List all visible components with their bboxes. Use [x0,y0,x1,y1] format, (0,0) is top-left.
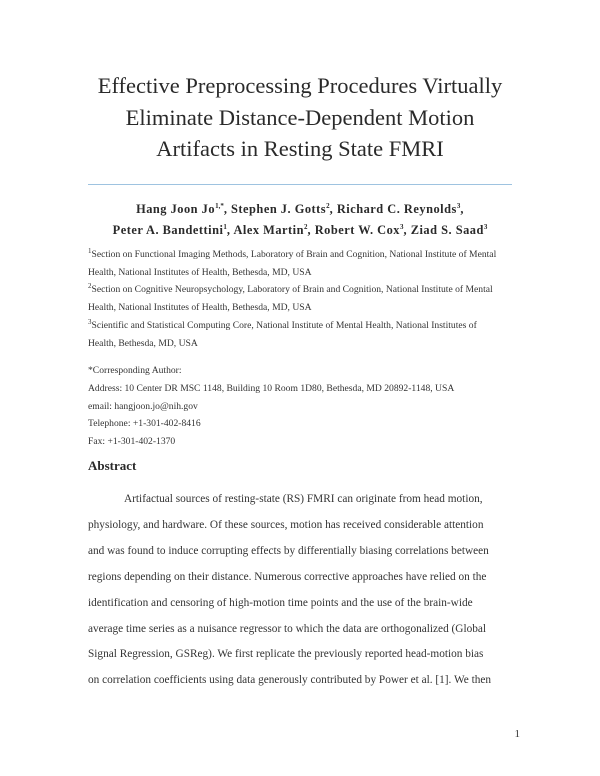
author-separator: , [307,223,315,237]
title-line-1: Effective Preprocessing Procedures Virtually [97,73,503,98]
author-line-2 [60,220,540,241]
author-line-1 [60,199,540,220]
author-name: Ziad S. Saad [410,223,484,237]
abstract-line: regions depending on their distance. Numerous corrective approaches have relied on the [88,570,487,583]
paper-title [60,70,540,165]
page-number: 1 [514,728,520,740]
contact-fax: Fax: +1-301-402-1370 [88,436,176,448]
corresponding-author-block [88,362,528,451]
affiliation-text: Section on Functional Imaging Methods, Laboratory of Brain and Cognition, National Institute of Mental [91,249,497,260]
abstract-line: Artifactual sources of resting-state (RS) FMRI can originate from head motion, [124,493,483,505]
corresponding-author-label: *Corresponding Author: [88,365,182,376]
affiliation-3 [88,317,528,352]
abstract-line: physiology, and hardware. Of these sources, motion has received considerable attention [88,518,484,531]
author-name: Hang Joon Jo [136,202,216,216]
affiliation-2 [88,281,528,316]
affiliation-list [88,246,528,352]
title-divider [88,184,512,185]
affiliation-mark: 3 [88,317,92,326]
affiliation-line: Health, Bethesda, MD, USA [88,337,198,349]
title-line-2: Eliminate Distance-Dependent Motion [125,104,475,130]
affiliation-mark: 1 [88,246,92,255]
author-name: Alex Martin [233,223,304,237]
author-affiliation-mark: 1 [223,222,227,231]
abstract-line: Signal Regression, GSReg). We first replicate the previously reported head-motion bias [88,648,484,661]
affiliation-mark: 2 [88,282,92,291]
abstract-body [88,487,528,694]
author-separator: , [226,223,234,237]
abstract-heading: Abstract [88,458,137,473]
author-affiliation-mark: 2 [303,222,308,231]
author-separator: , [329,202,337,216]
affiliation-line: Health, National Institutes of Health, Bethesda, MD, USA [88,302,312,314]
affiliation-1 [88,246,528,281]
affiliation-line [88,317,528,335]
author-affiliation-mark: 1,* [215,201,224,210]
contact-telephone: Telephone: +1-301-402-8416 [88,418,201,430]
author-affiliation-mark: 3 [483,222,488,231]
affiliation-line: Health, National Institutes of Health, Bethesda, MD, USA [88,266,312,278]
author-separator: , [403,223,411,237]
abstract-line: on correlation coefficients using data generously contributed by Power et al. [1]. We then [88,674,492,687]
abstract-line: and was found to induce corrupting effects by differentially biasing correlations between [88,544,489,557]
author-name: Richard C. Reynolds [336,202,457,216]
title-line-3: Artifacts in Resting State FMRI [156,136,444,161]
abstract-line: identification and censoring of high-motion time points and the use of the brain-wide [88,596,473,609]
abstract-line: average time series as a nuisance regressor to which the data are orthogonalized (Global [88,622,487,635]
author-name: Peter A. Bandettini [112,223,224,237]
author-affiliation-mark: 2 [326,201,330,210]
author-affiliation-mark: 3 [456,201,461,210]
affiliation-text: Scientific and Statistical Computing Core, National Institute of Mental Health, National Institutes of [91,319,477,331]
author-separator: , [460,202,464,216]
affiliation-text: Section on Cognitive Neuropsychology, Laboratory of Brain and Cognition, National Institute of Mental [91,284,493,296]
author-list [60,199,540,241]
author-name: Robert W. Cox [314,223,401,237]
contact-email: email: hangjoon.jo@nih.gov [88,400,198,412]
affiliation-line [88,246,528,264]
contact-address: Address: 10 Center DR MSC 1148, Building 10 Room 1D80, Bethesda, MD 20892-1148, USA [88,382,455,394]
author-affiliation-mark: 3 [400,222,404,231]
author-separator: , [223,202,232,216]
affiliation-line [88,281,528,299]
author-name: Stephen J. Gotts [231,202,327,216]
